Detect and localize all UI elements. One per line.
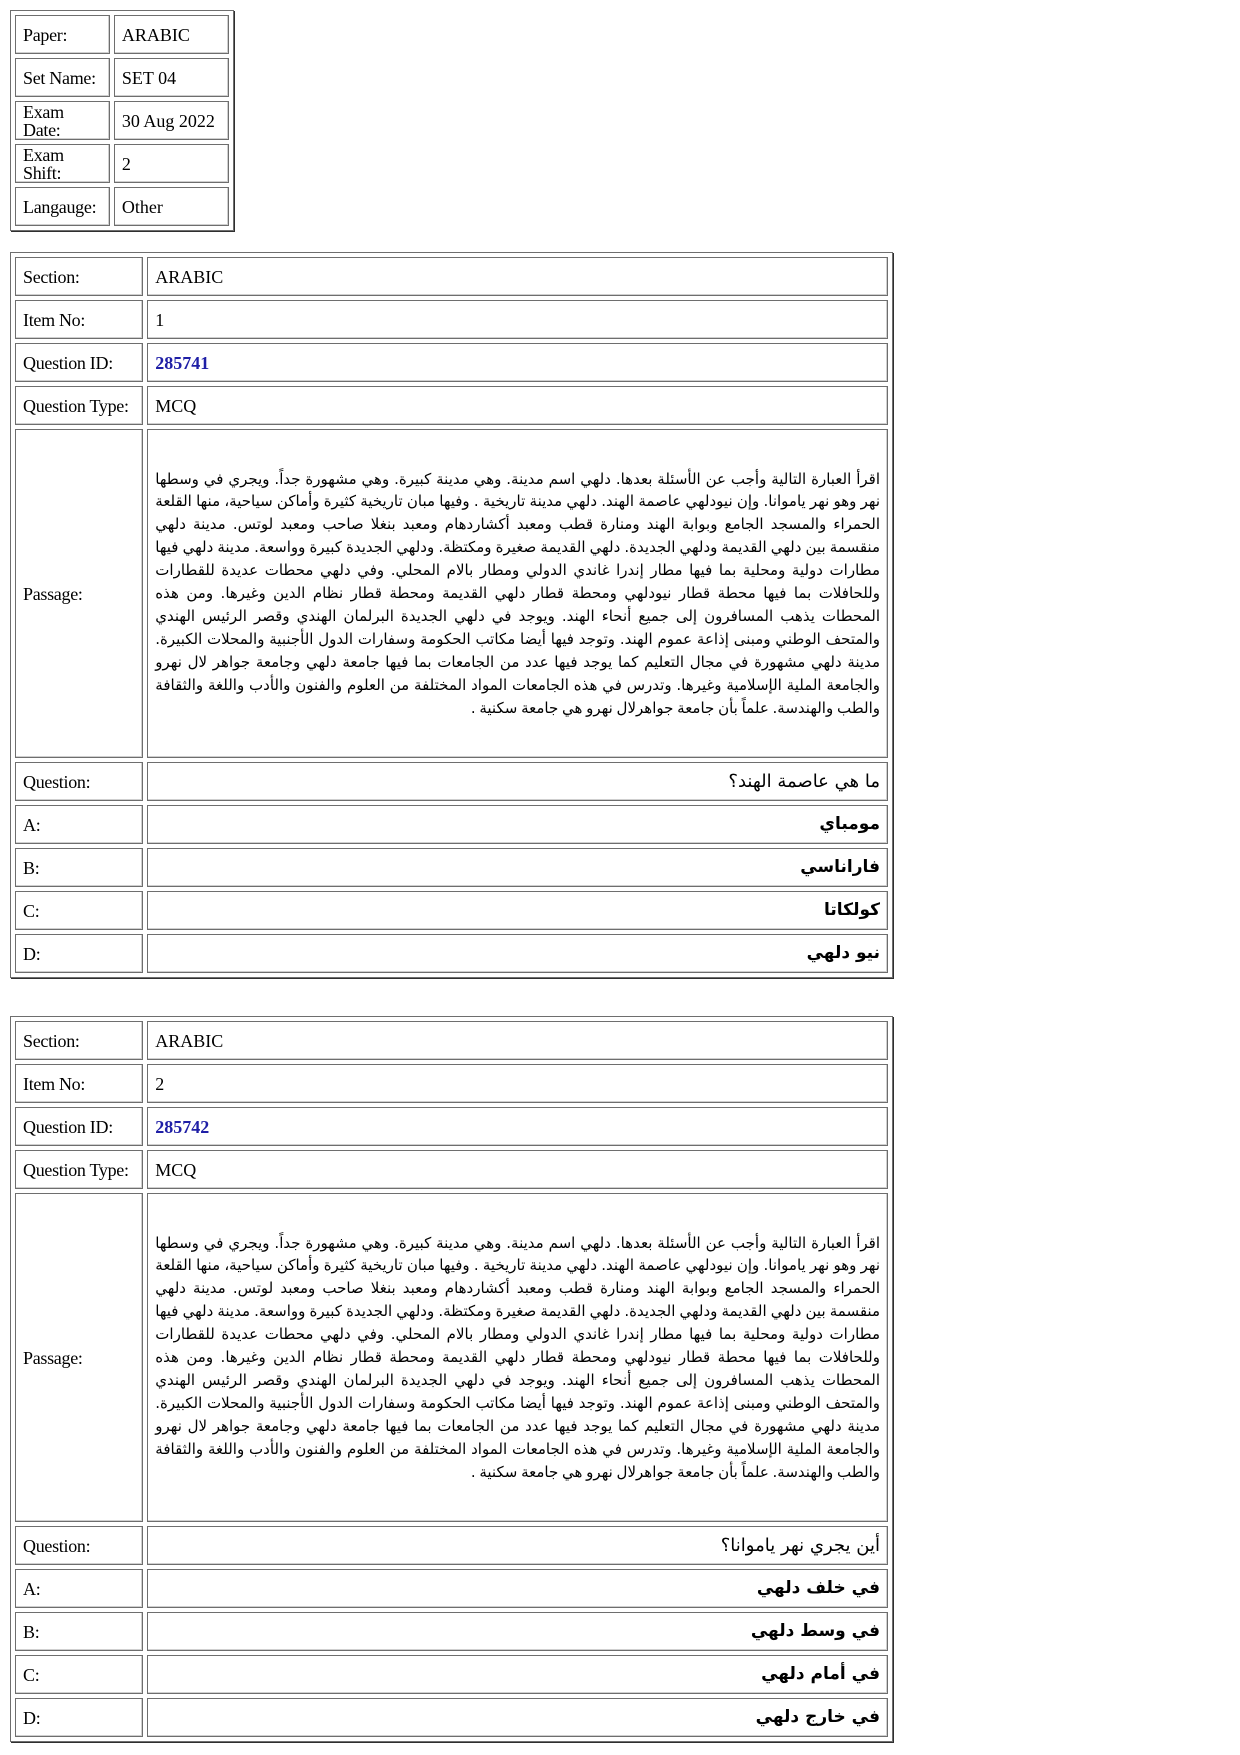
passage-label: Passage: — [15, 1193, 143, 1522]
question-text: أين يجري نهر ياموانا؟ — [147, 1526, 888, 1565]
option-c-text: كولكاتا — [147, 891, 888, 930]
passage-text: اقرأ العبارة التالية وأجب عن الأسئلة بعدها. دلهي اسم مدينة. وهي مدينة كبيرة. وهي مشهورة جداً. ويجري في وسطها نهر وهو نهر ياموانا. وإن نيودلهي عاصمة الهند. دلهي مدينة تاريخية . وفيها مبان تاريخية كثيرة وأماكن سياحية، منها القلعة الحمراء والمسجد الجامع وبوابة الهند ومنارة قطب ومعبد أكشاردهام ومعبد بنغلا صاحب ومعبد لوتس. مدينة دلهي منقسمة بين دلهي القديمة ودلهي الجديدة. دلهي القديمة صغيرة ومكتظة. ودلهي الجديدة كبيرة وواسعة. مدينة دلهي فيها مطارات دولية ومحلية بما فيها مطار إندرا غاندي الدولي ومطار بالام المحلي. وفي دلهي محطات عديدة للقطارات وللحافلات بما فيها محطة قطار نيودلهي ومحطة قطار دلهي القديمة ومحطة قطار نظام الدين وغيرها. ومن هذه المحطات يذهب المسافرون إلى جميع أنحاء الهند. ويوجد في دلهي الجديدة البرلمان الهندي وقصر الرئيس الهندي والمتحف الوطني ومبنى إذاعة عموم الهند. وتوجد فيها أيضا مكاتب الحكومة وسفارات الدول الأجنبية والمحلات الكبيرة. مدينة دلهي مشهورة في مجال التعليم كما يوجد فيها عدد من الجامعات بما فيها جامعة دلهي وجامعة جواهر لال نهرو والجامعة الملية الإسلامية وغيرها. وتدرس في هذه الجامعات المواد المختلفة من العلوم والفنون والأدب واللغة والثقافة والطب والهندسة. علماً بأن جامعة جواهرلال نهرو هي جامعة سكنية . — [155, 469, 880, 717]
section-row — [15, 257, 888, 296]
option-a-label: A: — [15, 805, 143, 844]
option-row-d — [15, 1698, 888, 1737]
exam-shift-row — [15, 144, 229, 183]
question-type-value: MCQ — [147, 1150, 888, 1189]
question-id-value: 285742 — [147, 1107, 888, 1146]
option-row-c — [15, 1655, 888, 1694]
option-c-label: C: — [15, 1655, 143, 1694]
question-id-value: 285741 — [147, 343, 888, 382]
option-b-label: B: — [15, 1612, 143, 1651]
paper-value: ARABIC — [114, 15, 229, 54]
passage-label: Passage: — [15, 429, 143, 758]
option-row-c — [15, 891, 888, 930]
question-id-label: Question ID: — [15, 343, 143, 382]
passage-text: اقرأ العبارة التالية وأجب عن الأسئلة بعدها. دلهي اسم مدينة. وهي مدينة كبيرة. وهي مشهورة جداً. ويجري في وسطها نهر وهو نهر ياموانا. وإن نيودلهي عاصمة الهند. دلهي مدينة تاريخية . وفيها مبان تاريخية كثيرة وأماكن سياحية، منها القلعة الحمراء والمسجد الجامع وبوابة الهند ومنارة قطب ومعبد أكشاردهام ومعبد بنغلا صاحب ومعبد لوتس. مدينة دلهي منقسمة بين دلهي القديمة ودلهي الجديدة. دلهي القديمة صغيرة ومكتظة. ودلهي الجديدة كبيرة وواسعة. مدينة دلهي فيها مطارات دولية ومحلية بما فيها مطار إندرا غاندي الدولي ومطار بالام المحلي. وفي دلهي محطات عديدة للقطارات وللحافلات بما فيها محطة قطار نيودلهي ومحطة قطار دلهي القديمة ومحطة قطار نظام الدين وغيرها. ومن هذه المحطات يذهب المسافرون إلى جميع أنحاء الهند. ويوجد في دلهي الجديدة البرلمان الهندي وقصر الرئيس الهندي والمتحف الوطني ومبنى إذاعة عموم الهند. وتوجد فيها أيضا مكاتب الحكومة وسفارات الدول الأجنبية والمحلات الكبيرة. مدينة دلهي مشهورة في مجال التعليم كما يوجد فيها عدد من الجامعات بما فيها جامعة دلهي وجامعة جواهر لال نهرو والجامعة الملية الإسلامية وغيرها. وتدرس في هذه الجامعات المواد المختلفة من العلوم والفنون والأدب واللغة والثقافة والطب والهندسة. علماً بأن جامعة جواهرلال نهرو هي جامعة سكنية . — [155, 1233, 880, 1481]
option-b-text: فاراناسي — [147, 848, 888, 887]
section-label: Section: — [15, 257, 143, 296]
exam-date-label: Exam Date: — [15, 101, 110, 140]
item-no-row — [15, 1064, 888, 1103]
exam-shift-label: Exam Shift: — [15, 144, 110, 183]
option-row-b — [15, 1612, 888, 1651]
question-id-label: Question ID: — [15, 1107, 143, 1146]
item-no-value: 1 — [147, 300, 888, 339]
option-row-a — [15, 805, 888, 844]
option-row-a — [15, 1569, 888, 1608]
language-label: Langauge: — [15, 187, 110, 226]
option-d-text: في خارج دلهي — [147, 1698, 888, 1737]
set-name-label: Set Name: — [15, 58, 110, 97]
option-d-text: نيو دلهي — [147, 934, 888, 973]
question-id-row — [15, 343, 888, 382]
question-type-label: Question Type: — [15, 386, 143, 425]
option-a-text: مومباي — [147, 805, 888, 844]
section-value: ARABIC — [147, 257, 888, 296]
language-value: Other — [114, 187, 229, 226]
passage-row — [15, 429, 888, 758]
question-row — [15, 762, 888, 801]
exam-shift-value: 2 — [114, 144, 229, 183]
paper-row — [15, 15, 229, 54]
language-row — [15, 187, 229, 226]
passage-cell — [147, 429, 888, 758]
exam-date-value: 30 Aug 2022 — [114, 101, 229, 140]
question-text: ما هي عاصمة الهند؟ — [147, 762, 888, 801]
option-a-label: A: — [15, 1569, 143, 1608]
question-table — [10, 252, 893, 978]
section-row — [15, 1021, 888, 1060]
exam-info-table — [10, 10, 234, 231]
question-label: Question: — [15, 762, 143, 801]
option-row-b — [15, 848, 888, 887]
set-name-value: SET 04 — [114, 58, 229, 97]
option-c-label: C: — [15, 891, 143, 930]
paper-label: Paper: — [15, 15, 110, 54]
option-a-text: في خلف دلهي — [147, 1569, 888, 1608]
question-type-label: Question Type: — [15, 1150, 143, 1189]
question-row — [15, 1526, 888, 1565]
option-b-label: B: — [15, 848, 143, 887]
section-value: ARABIC — [147, 1021, 888, 1060]
question-type-row — [15, 386, 888, 425]
option-row-d — [15, 934, 888, 973]
passage-row — [15, 1193, 888, 1522]
question-type-row — [15, 1150, 888, 1189]
question-id-row — [15, 1107, 888, 1146]
option-b-text: في وسط دلهي — [147, 1612, 888, 1651]
option-d-label: D: — [15, 1698, 143, 1737]
question-label: Question: — [15, 1526, 143, 1565]
item-no-label: Item No: — [15, 300, 143, 339]
item-no-row — [15, 300, 888, 339]
section-label: Section: — [15, 1021, 143, 1060]
question-type-value: MCQ — [147, 386, 888, 425]
item-no-label: Item No: — [15, 1064, 143, 1103]
set-name-row — [15, 58, 229, 97]
exam-date-row — [15, 101, 229, 140]
option-c-text: في أمام دلهي — [147, 1655, 888, 1694]
option-d-label: D: — [15, 934, 143, 973]
item-no-value: 2 — [147, 1064, 888, 1103]
passage-cell — [147, 1193, 888, 1522]
question-table — [10, 1016, 893, 1742]
